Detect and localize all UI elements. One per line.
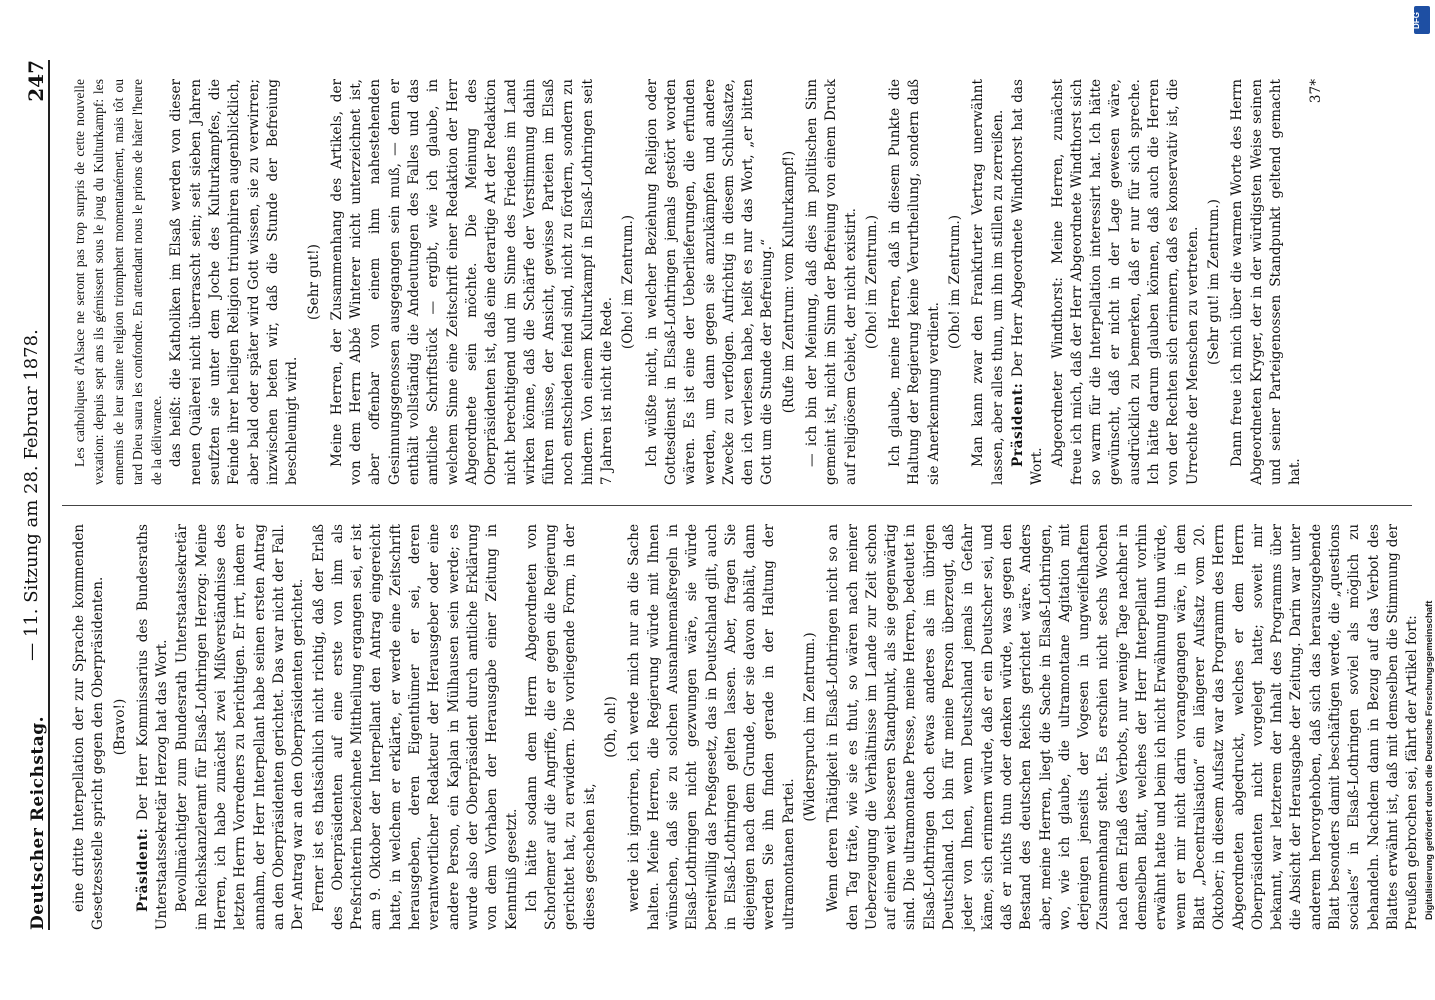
interjection: (Oho! im Zentrum.) xyxy=(947,214,964,350)
header-publication: Deutscher Reichstag. xyxy=(28,715,48,930)
french-quotation: Les catholiques d'Alsace ne seront pas trop surpris de cette nouvelle vexation: depuis sept ans ils gémissent sous le joug du Kulturkampf: les ennemis de leur sainte religion triomphent momentanément, mais tôt ou tard Dieu saura les confondre. En attendant nous le prions de hâter l'heure de la délivrance. xyxy=(72,79,165,485)
interjection: (Bravo!) xyxy=(111,698,128,756)
interjection: (Oh, oh!) xyxy=(603,696,620,758)
header-page-number: 247 xyxy=(24,60,48,102)
interjection: (Sehr gut!) xyxy=(305,244,322,320)
body-paragraph: Ich hätte sodann dem Herrn Abgeordneten von Schorlemer auf die Angriffe, die er gegen die Regierung gerichtet hat, zu erwidern. Die vorliegende Form, in der dieses geschehen ist, xyxy=(523,524,598,930)
speaker-name: Präsident: xyxy=(1009,382,1026,467)
interjection: (Rufe im Zentrum: vom Kulturkampf!) xyxy=(780,150,797,414)
speaker-name: Präsident: xyxy=(134,827,151,912)
column-divider xyxy=(62,505,1412,506)
signature-mark: 37* xyxy=(1308,79,1325,104)
body-paragraph: Ferner ist es thatsächlich nicht richtig, daß der Erlaß des Oberpräsidenten auf eine erste von ihm als Preßrichterin bezeichnete Mittheilung ergangen sei, er ist am 9. Oktober der Interpellant den Antrag eingereicht hatte, in welchem er erklärte, er werde eine Zeitschrift herausgeben, deren Eigenthümer er sei, deren verantwortlicher Redakteur der Herausgeber oder eine andere Person, ein Kaplan in Mülhausen sein werde; es wurde also der Oberpräsident durch amtliche Erklärung von dem Vorhaben der Herausgabe einer Zeitung in Kenntniß gesetzt. xyxy=(310,524,520,930)
header-session: — 11. Sitzung am 28. Februar 1878. xyxy=(21,329,42,661)
credit-text: Digitalisierung gefördert durch die Deutsche Forschungsgemeinschaft xyxy=(1424,600,1435,920)
body-paragraph: — ich bin der Meinung, daß dies im politischen Sinn gemeint ist, nicht im Sinn der Befreiung von einem Druck auf religiösem Gebiet, der nicht existirt. xyxy=(803,79,859,485)
speaker-text: Der Herr Kommissarius des Bundesraths Unterstaatssekretär Herzog hat das Wort. xyxy=(134,524,171,930)
speaker-paragraph xyxy=(1009,79,1048,485)
interjection: (Oho! im Zentrum.) xyxy=(620,214,637,350)
body-paragraph: werde ich ignoriren, ich werde mich nur an die Sache halten. Meine Herren, die Regierung würde mit Ihnen wünschen, daß sie zu solchen Ausnahmemaßregeln in Elsaß-Lothringen nicht gezwungen wäre, sie würde bereitwillig das Preßgesetz, das in Deutschland gilt, auch in Elsaß-Lothringen gelten lassen. Aber, fragen Sie diejenigen nach dem Grunde, der sie davon abhält, dann werden Sie ihn finden gerade in der Haltung der ultramontanen Partei. xyxy=(626,524,797,930)
body-paragraph: das heißt: die Katholiken im Elsaß werden von dieser neuen Quälerei nicht überrascht sein; seit sieben Jahren seufzten sie unter dem Joche des Kulturkampfes, die Feinde ihrer heiligen Religion triumphiren augenblicklich, aber bald oder später wird Gott wissen, sie zu verwirren; inzwischen beten wir, daß die Stunde der Befreiung beschleunigt wird. xyxy=(168,79,301,485)
speaker-text: Der Herr Abgeordnete Windthorst hat das Wort. xyxy=(1009,79,1046,485)
body-paragraph: Meine Herren, der Zusammenhang des Artikels, der von dem Herrn Abbé Winterer nicht unterzeichnet ist, aber offenbar von einem ihm nahestehenden Gesinnungsgenossen ausgegangen sein muß, — denn er enthält vollständig die Andeutungen des Falles und das amtliche Schriftstück — ergibt, wie ich glaube, in welchem Sinne eine Zeitschrift einer Redaktion der Herr Abgeordnete sein möchte. Die Meinung des Oberpräsidenten ist, daß eine derartige Art der Redaktion nicht berechtigend und im Sinne des Friedens im Land wirken könne, daß die Schärfe der Verstimmung dahin führen müsse, der Ansicht, gewisse Parteien im Elsaß noch entschieden feind sind, nicht zu fördern, sondern zu hindern. Von einem Kulturkampf in Elsaß-Lothringen seit 7 Jahren ist nicht die Rede. xyxy=(328,79,616,485)
page-header xyxy=(12,60,50,930)
body-paragraph: Dann freue ich mich über die warmen Worte des Herrn Abgeordneten Kryger, der in der würdigsten Weise seinen und seiner Parteigenossen Standpunkt geltend gemacht hat. xyxy=(1229,79,1304,485)
dfg-logo: DFG xyxy=(1414,6,1430,34)
digitization-credit xyxy=(1408,120,1435,920)
left-column xyxy=(70,524,1423,930)
body-paragraph: Ich glaube, meine Herren, daß in diesem Punkte die Haltung der Regierung keine Verurtheilung, sondern daß sie Anerkennung verdient. xyxy=(887,79,942,485)
interjection: (Widerspruch im Zentrum.) xyxy=(801,632,818,822)
body-paragraph: eine dritte Interpellation der zur Sprache kommenden Gesetzesstelle spricht gegen den Oberpräsidenten. xyxy=(71,524,107,930)
body-paragraph: Ich wüßte nicht, in welcher Beziehung Religion oder Gottesdienst in Elsaß-Lothringen jemals gestört worden wären. Es ist eine der Ueberlieferungen, die erfunden werden, um dann gegen sie anzukämpfen und andere Zwecke zu verfolgen. Aufrichtig in diesem Schlußsatze, den ich verlesen habe, heißt es nur das Wort, „er bitten Gott um die Stunde der Befreiung.“ xyxy=(643,79,776,485)
body-paragraph: Wenn deren Thätigkeit in Elsaß-Lothringen nicht so an den Tag träte, wie sie es thut, so wären nach meiner Ueberzeugung die Verhältnisse im Lande zur Zeit schon auf einem weit besseren Standpunkt, als sie gegenwärtig sind. Die ultramontane Presse, meine Herren, bedeutet in Elsaß-Lothringen doch etwas anderes als im übrigen Deutschland. Ich bin für meine Person überzeugt, daß jeder von Ihnen, wenn Deutschland jemals in Gefahr käme, sich erinnern würde, daß er ein Deutscher sei, und daß er nichts thun oder denken würde, was gegen den Bestand des deutschen Reichs gerichtet wäre. Anders aber, meine Herren, liegt die Sache in Elsaß-Lothringen, wo, wie ich glaube, die ultramontane Agitation mit derjenigen jenseits der Vogesen in ungweifelhaftem Zusammenhang steht. Es erschien nicht sechs Wochen nach dem Erlaß des Verbots, nur wenige Tage nachher in demselben Blatt, welches der Herr Interpellant vorhin erwähnt hatte und beim ich nicht Erwähnung thun würde, wenn er mir nicht darin vorangegangen wäre, in dem Blatt „Decentralisation“ ein längerer Aufsatz vom 20. Oktober; in diesem Aufsatz war das Programm des Herrn Abgeordneten abgedruckt, welches er dem Herrn Oberpräsidenten nicht vorgelegt hatte; soweit mir bekannt, war letzterem der Inhalt des Programms über die Absicht der Herausgabe der Zeitung. Darin war unter anderem hervorgehoben, daß sich das herauszugebende Blatt besonders damit beschäftigen werde, die „questions sociales“ in Elsaß-Lothringen soviel als möglich zu behandeln. Nachdem dann in Bezug auf das Verbot des Blattes erwähnt ist, daß mit demselben die Stimmung der Preußen gebrochen sei, fährt der Artikel fort: xyxy=(825,524,1421,930)
body-paragraph: Man kann zwar den Frankfurter Vertrag unerwähnt lassen, aber alles thun, um ihn im stillen zu zerreißen. xyxy=(970,79,1006,485)
interjection: (Sehr gut! im Zentrum.) xyxy=(1205,199,1222,365)
interjection: (Oho! im Zentrum.) xyxy=(863,214,880,350)
body-paragraph: Bevollmächtigter zum Bundesrath Unterstaatssekretär im Reichskanzleramt für Elsaß-Lothringen Herzog: Meine Herren, ich habe zunächst zwei Mißverständnisse des letzten Herrn Vorredners zu berichtigen. Er irrt, indem er annahm, der Herr Interpellant habe seinen ersten Antrag an den Oberpräsidenten gerichtet. Das war nicht der Fall. Der Antrag war an den Oberpräsidenten gerichtet. xyxy=(174,524,307,930)
body-paragraph: Abgeordneter Windthorst: Meine Herren, zunächst freue ich mich, daß der Herr Abgeordnete Windthorst sich so warm für die Interpellation interessirt hat. Ich hätte gewünscht, daß er nicht in der Lage gewesen wäre, ausdrücklich zu bemerken, daß er nur für sich spreche. Ich hätte darum glauben können, daß auch die Herren von der Rechten sich erinnern, daß es konservativ ist, die Urrechte der Menschen zu vertreten. xyxy=(1049,79,1201,485)
speaker-paragraph xyxy=(134,524,173,930)
right-column xyxy=(70,79,1331,485)
